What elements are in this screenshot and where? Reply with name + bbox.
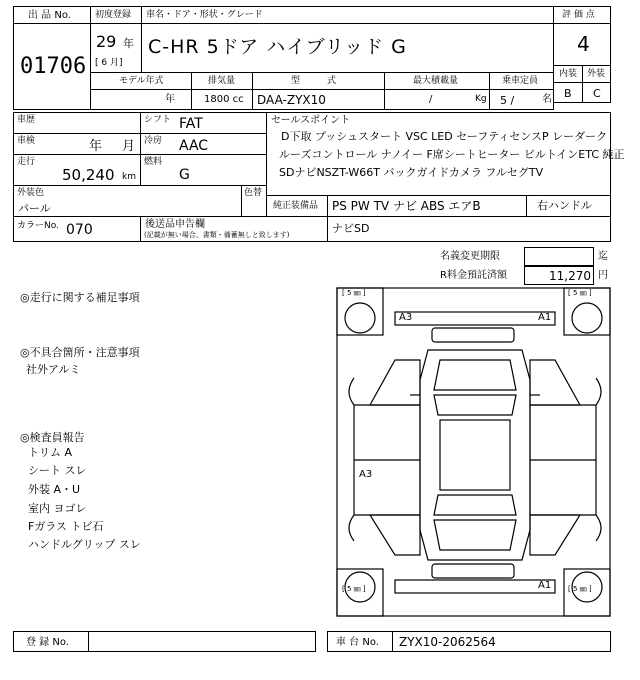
color-no-value: 070 [66, 222, 93, 238]
sales-points-label: セールスポイント [271, 115, 351, 126]
model-name: C-HR 5ドア ハイブリッド G [148, 36, 407, 58]
chassis-label: 車 台 No. [336, 637, 379, 648]
rating-value: 4 [577, 32, 590, 56]
left-rear-wheel [349, 515, 354, 541]
sales-point-line: SDナビNSZT-W66T バックガイドカメラ フルセグTV [279, 166, 544, 179]
model-year-label: モデル年式 [119, 76, 164, 86]
mileage-value: 50,240 [62, 166, 115, 184]
steering-value: 右ハンドル [537, 199, 592, 212]
front-grille [432, 328, 514, 342]
inspection-year-unit: 年 [89, 139, 103, 154]
first-reg-month: [ 6 月] [95, 58, 123, 68]
left-front-wheel [349, 378, 354, 405]
factory-equip-value: PS PW TV ナビ ABS エアB [332, 199, 481, 213]
rating-label: 評 価 点 [562, 10, 595, 20]
type-value: DAA-ZYX10 [257, 93, 326, 107]
color-no-label: カラーNo. [17, 221, 59, 231]
fuel-value: G [179, 167, 190, 183]
interior-grade: B [564, 87, 572, 100]
defects-label: ◎不具合箇所・注意事項 [20, 346, 140, 359]
history-label: 車歴 [17, 115, 36, 125]
max-load-label: 最大積載量 [413, 76, 459, 86]
right-rear-wheel [596, 515, 601, 541]
color-change-label: 色替 [244, 188, 263, 198]
mileage-label: 走行 [17, 157, 36, 167]
first-reg-year: 29 [96, 32, 117, 51]
inspector-item: Fガラス トビ石 [28, 520, 104, 533]
inspector-item: 外装 A・U [28, 483, 81, 496]
inspector-item: トリム A [28, 446, 73, 459]
diagram-frame [337, 288, 610, 616]
sales-point-line: D下取 プッシュスタート VSC LED セーフティセンスP レーダーク [281, 130, 608, 143]
front-bumper [395, 312, 555, 325]
defect-item: 社外アルミ [26, 363, 81, 376]
aftermarket-label: 後送品申告欄 [145, 219, 205, 230]
chassis-value-cell [392, 631, 611, 652]
inspector-label: ◎検査員報告 [20, 431, 85, 444]
model-year-unit: 年 [165, 94, 175, 105]
tire-depth-bottom-right: [ 5 ㎜ ] [568, 585, 592, 593]
reg-label: 登 録 No. [26, 637, 69, 648]
first-reg-label: 初度登録 [95, 10, 132, 20]
right-rear-fender [530, 515, 580, 555]
ac-value: AAC [179, 138, 209, 154]
factory-equip-label: 純正装備品 [273, 201, 319, 211]
right-front-fender [530, 360, 580, 405]
chassis-value: ZYX10-2062564 [399, 635, 496, 649]
aftermarket-note: (記載が無い場合、書類・備蓄無しと致します) [144, 231, 290, 239]
rear-window [434, 495, 516, 515]
max-load-slash: / [429, 94, 433, 105]
tire-depth-bottom-left: [ 5 ㎜ ] [342, 585, 366, 593]
capacity-value: 5 / [500, 94, 515, 107]
recycle-value: 11,270 [549, 269, 591, 283]
rear-bumper [395, 580, 555, 593]
rear-plate [432, 564, 514, 578]
first-reg-year-unit: 年 [123, 37, 134, 50]
inspector-item: ハンドルグリップ スレ [28, 538, 141, 551]
tire-top-right [572, 303, 602, 333]
displacement-value: 1800 cc [204, 94, 244, 105]
exterior-label: 外装 [587, 69, 606, 79]
roof [440, 420, 510, 490]
interior-label: 内装 [559, 69, 578, 79]
damage-mark: A1 [538, 312, 552, 323]
reg-value-cell [88, 631, 316, 652]
lot-label: 出 品 No. [28, 10, 71, 21]
shift-value: FAT [179, 116, 203, 132]
aftermarket-value: ナビSD [332, 222, 370, 235]
ac-label: 冷房 [144, 136, 163, 146]
inspector-item: シート スレ [28, 464, 87, 477]
max-load-unit: Kg [475, 94, 487, 104]
damage-mark: A3 [399, 312, 413, 323]
inspector-item: 室内 ヨゴレ [28, 502, 87, 515]
car-body-outline [420, 350, 530, 560]
damage-mark: A3 [359, 469, 373, 480]
recycle-unit: 円 [598, 270, 608, 281]
inspection-label: 車検 [17, 136, 36, 146]
lot-number: 01706 [20, 54, 87, 79]
tire-depth-top-right: [ 5 ㎜ ] [568, 289, 592, 297]
displacement-label: 排気量 [208, 76, 236, 86]
recycle-label: R料金預託済額 [440, 270, 507, 281]
left-rear-fender [370, 515, 420, 555]
sales-point-line: ルーズコントロール ナノイー F席シートヒーター ビルトインETC 純正 [279, 148, 625, 161]
ext-color-label: 外装色 [17, 188, 45, 198]
chassis-label-cell [327, 631, 393, 652]
shift-label: シフト [144, 115, 172, 125]
model-grade-label: 車名・ドア・形状・グレード [146, 10, 263, 20]
mileage-unit: km [122, 172, 136, 182]
damage-mark: A1 [538, 580, 552, 591]
inspection-month-unit: 月 [122, 139, 136, 154]
exterior-grade: C [593, 87, 601, 100]
driving-notes-label: ◎走行に関する補足事項 [20, 291, 140, 304]
capacity-unit: 名 [542, 94, 552, 105]
type-label: 型 式 [291, 76, 337, 86]
reg-label-cell [13, 631, 89, 652]
hood [434, 360, 516, 390]
tire-depth-top-left: [ 5 ㎜ ] [342, 289, 366, 297]
windshield [434, 395, 516, 415]
name-change-label: 名義変更期限 [440, 251, 500, 262]
ext-color-value: パール [18, 202, 51, 215]
trunk [434, 520, 516, 550]
tire-top-left [345, 303, 375, 333]
name-change-unit: 迄 [598, 251, 608, 262]
fuel-label: 燃料 [144, 157, 163, 167]
capacity-label: 乗車定員 [502, 76, 539, 86]
left-front-fender [370, 360, 420, 405]
right-front-wheel [596, 378, 601, 405]
